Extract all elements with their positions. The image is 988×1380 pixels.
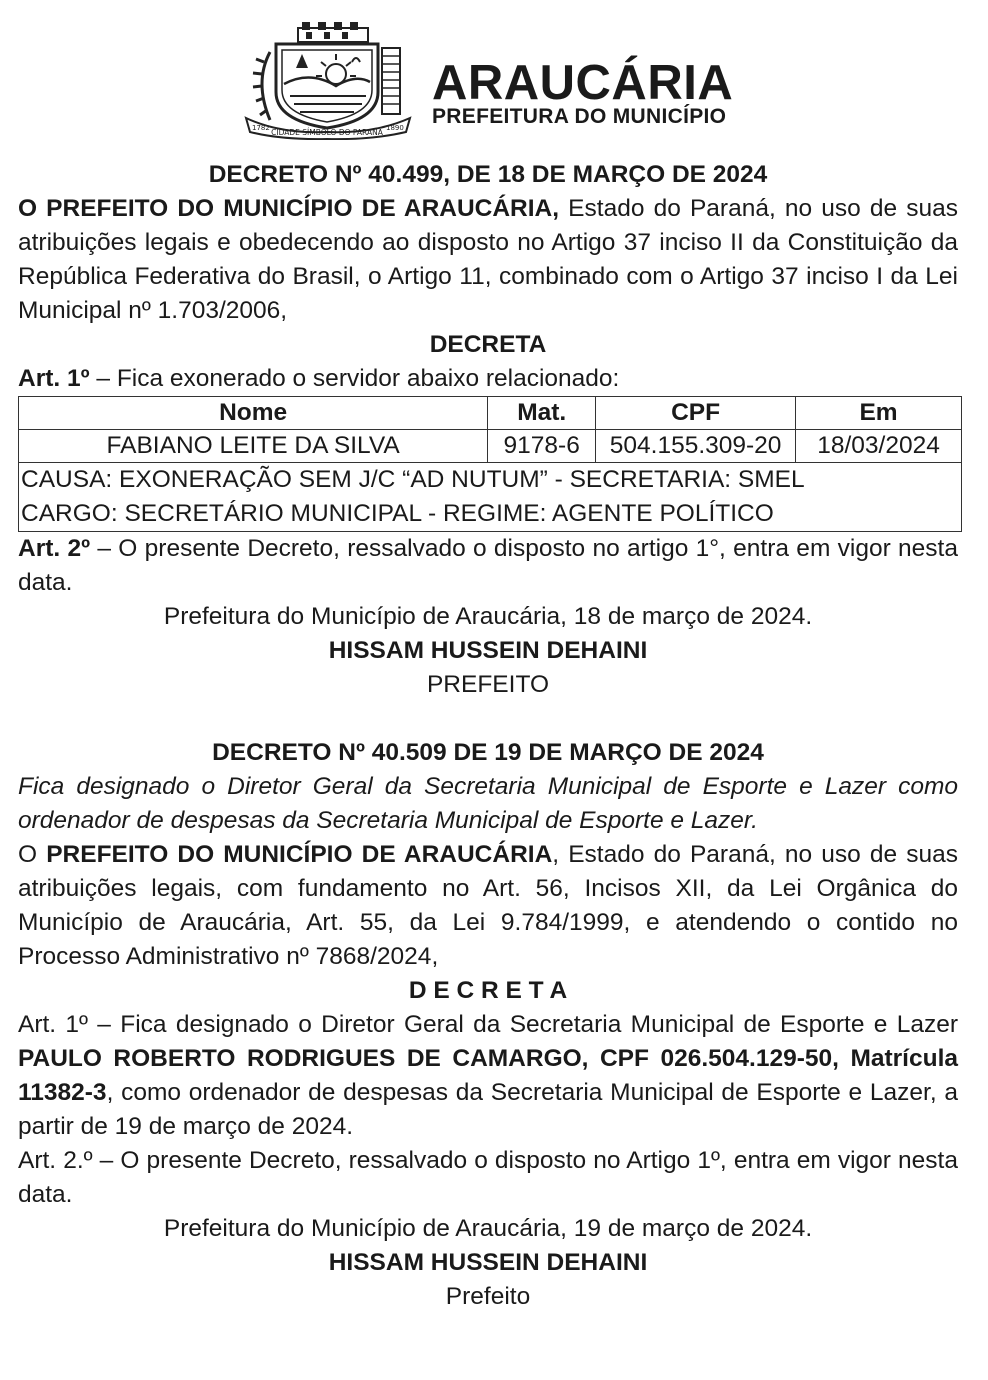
decree-2-designee: PAULO ROBERTO RODRIGUES DE CAMARGO, CPF 026.504.129-50, Matrícula 11382-3 <box>18 1045 958 1106</box>
decree-2-signer: HISSAM HUSSEIN DEHAINI <box>328 1249 648 1276</box>
crest-motto: CIDADE SÍMBOLO DO PARANÁ <box>271 128 383 137</box>
cell-causa: CAUSA: EXONERAÇÃO SEM J/C “AD NUTUM” - SECRETARIA: SMEL <box>21 466 805 493</box>
section-gap <box>18 702 958 736</box>
decree-1-decreta: DECRETA <box>429 331 547 358</box>
crest-year-right: 1890 <box>386 124 404 132</box>
cell-mat: 9178-6 <box>488 430 596 463</box>
decree-1 <box>18 158 958 702</box>
decree-2-title: DECRETO Nº 40.509 DE 19 DE MARÇO DE 2024 <box>212 739 764 766</box>
decree-2-art1-post: , como ordenador de despesas da Secretaria Municipal de Esporte e Lazer, a partir de 19 de março de 2024. <box>18 1079 958 1140</box>
decree-1-place-date: Prefeitura do Município de Araucária, 18 de março de 2024. <box>163 603 813 630</box>
decree-1-art2-text: – O presente Decreto, ressalvado o disposto no artigo 1°, entra em vigor nesta data. <box>18 535 958 596</box>
decree-2-decreta: D E C R E T A <box>408 977 568 1004</box>
decree-2-preamble-pre: O <box>18 841 47 868</box>
decree-2-ementa: Fica designado o Diretor Geral da Secretaria Municipal de Esporte e Lazer como ordenador de despesas da Secretaria Municipal de Esporte e Lazer. <box>18 773 958 834</box>
crest-year-left: 1782 <box>252 124 270 132</box>
brand-block <box>432 56 734 128</box>
brand-subtitle: PREFEITURA DO MUNICÍPIO <box>432 105 727 128</box>
decree-1-art1-text: – Fica exonerado o servidor abaixo relacionado: <box>89 365 620 392</box>
decree-2-preamble-text: , Estado do Paraná, no uso de suas atribuições legais, com fundamento no Art. 56, Incisos XII, da Lei Orgânica do Município de Araucária, Art. 55, da Lei 9.784/1999, e atendendo o contido no Processo Administrativo nº 7868/2024, <box>18 841 958 970</box>
decree-1-signer-role: PREFEITO <box>426 671 550 698</box>
cell-em: 18/03/2024 <box>796 430 962 463</box>
col-header-em: Em <box>796 397 962 430</box>
decree-1-title: DECRETO Nº 40.499, DE 18 DE MARÇO DE 2024 <box>208 161 768 188</box>
masthead <box>18 0 958 158</box>
decree-2-signer-role: Prefeito <box>445 1283 531 1310</box>
decree-1-article-1 <box>18 362 958 396</box>
decree-2-article-2: Art. 2.º – O presente Decreto, ressalvado o disposto no Artigo 1º, entra em vigor nesta data. <box>18 1147 958 1208</box>
cell-nome: FABIANO LEITE DA SILVA <box>19 430 488 463</box>
decree-2-place-date: Prefeitura do Município de Araucária, 19 de março de 2024. <box>163 1215 813 1242</box>
decree-1-art1-label: Art. 1º <box>18 365 90 392</box>
servant-table <box>18 396 962 532</box>
table-row-details <box>19 463 962 532</box>
decree-1-art2-label: Art. 2º <box>18 535 91 562</box>
cell-cargo: CARGO: SECRETÁRIO MUNICIPAL - REGIME: AGENTE POLÍTICO <box>21 500 774 527</box>
table-row <box>19 430 962 463</box>
col-header-cpf: CPF <box>596 397 796 430</box>
decree-1-preamble-text: Estado do Paraná, no uso de suas atribuições legais e obedecendo ao disposto no Artigo 37 inciso II da Constituição da República Federativa do Brasil, o Artigo 11, combinado com o Artigo 37 inciso I da Lei Municipal nº 1.703/2006, <box>18 195 958 324</box>
decree-1-signer: HISSAM HUSSEIN DEHAINI <box>328 637 648 664</box>
decree-2-art1-pre: Art. 1º – Fica designado o Diretor Geral da Secretaria Municipal de Esporte e Lazer <box>18 1011 958 1038</box>
decree-1-article-2 <box>18 532 958 600</box>
brand-name: ARAUCÁRIA <box>432 56 734 110</box>
servant-table-header-row <box>19 397 962 430</box>
col-header-mat: Mat. <box>488 397 596 430</box>
municipal-crest-icon <box>240 22 416 140</box>
decree-1-preamble <box>18 192 958 328</box>
decree-1-authority: O PREFEITO DO MUNICÍPIO DE ARAUCÁRIA, <box>18 195 560 222</box>
col-header-nome: Nome <box>19 397 488 430</box>
decree-2 <box>18 736 958 1314</box>
decree-2-authority: PREFEITO DO MUNICÍPIO DE ARAUCÁRIA <box>46 841 553 868</box>
decree-2-preamble <box>18 838 958 974</box>
cell-cpf: 504.155.309-20 <box>596 430 796 463</box>
decree-2-article-1 <box>18 1008 958 1144</box>
